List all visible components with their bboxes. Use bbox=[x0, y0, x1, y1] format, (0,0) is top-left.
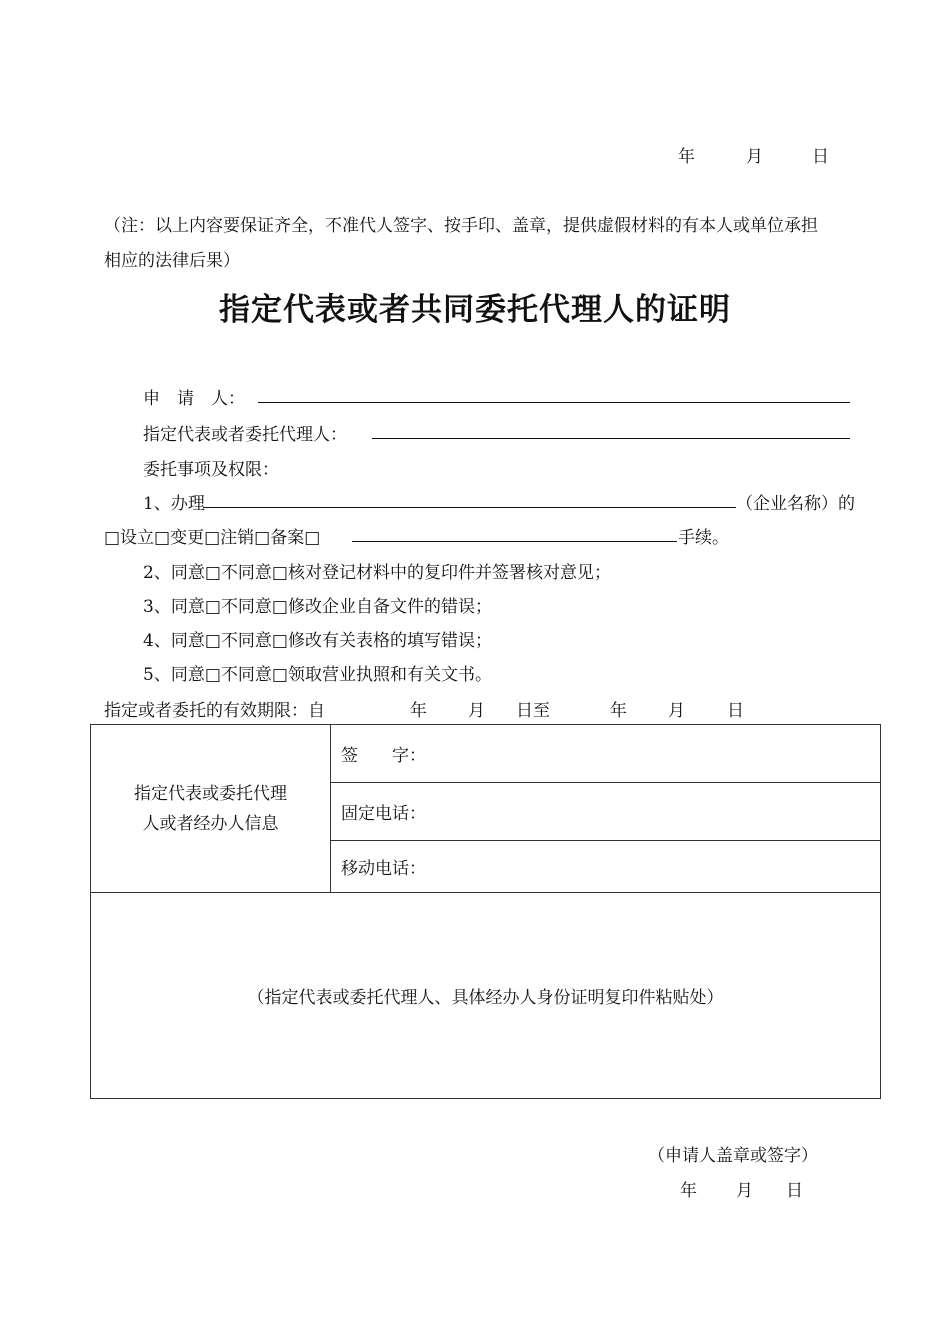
note-line-2: 相应的法律后果） bbox=[104, 251, 240, 271]
item5[interactable]: 5、同意□不同意□领取营业执照和有关文书。 bbox=[143, 665, 492, 685]
validity-month-2: 月 bbox=[668, 701, 685, 721]
validity-year-2: 年 bbox=[610, 701, 627, 721]
validity-day-1: 日至 bbox=[516, 701, 550, 721]
validity-month-1: 月 bbox=[468, 701, 485, 721]
top-date-month: 月 bbox=[746, 147, 763, 167]
item1-prefix: 1、办理 bbox=[143, 494, 205, 514]
agent-info-table bbox=[90, 724, 881, 1099]
item3[interactable]: 3、同意□不同意□修改企业自备文件的错误； bbox=[143, 597, 492, 617]
agent-info-line-1: 指定代表或委托代理 bbox=[134, 783, 287, 804]
paste-area-label: （指定代表或委托代理人、具体经办人身份证明复印件粘贴处） bbox=[247, 988, 724, 1008]
landline-label: 固定电话： bbox=[341, 804, 426, 824]
id-copy-paste-area bbox=[91, 893, 881, 1099]
validity-year-1: 年 bbox=[410, 701, 427, 721]
top-date-year: 年 bbox=[678, 147, 695, 167]
footer-date-day: 日 bbox=[786, 1181, 803, 1201]
applicant-input-line[interactable] bbox=[258, 402, 850, 403]
mobile-field[interactable] bbox=[331, 841, 881, 893]
item1-suffix: 手续。 bbox=[678, 528, 729, 548]
company-name-line[interactable] bbox=[203, 507, 736, 508]
agent-info-header bbox=[91, 725, 331, 893]
mobile-label: 移动电话： bbox=[341, 859, 426, 879]
footer-date-year: 年 bbox=[680, 1181, 697, 1201]
item1-other-line[interactable] bbox=[352, 541, 677, 542]
signature-field[interactable] bbox=[331, 725, 881, 783]
item1-company-suffix: （企业名称）的 bbox=[736, 494, 855, 514]
validity-day-2: 日 bbox=[727, 701, 744, 721]
top-date-day: 日 bbox=[812, 147, 829, 167]
note-line-1: （注：以上内容要保证齐全，不准代人签字、按手印、盖章，提供虚假材料的有本人或单位承担 bbox=[104, 216, 818, 236]
validity-label: 指定或者委托的有效期限：自 bbox=[104, 701, 325, 721]
applicant-label: 申 请 人： bbox=[143, 389, 245, 409]
landline-field[interactable] bbox=[331, 783, 881, 841]
item1-options[interactable]: □设立□变更□注销□备案□ bbox=[104, 528, 321, 548]
footer-date-month: 月 bbox=[736, 1181, 753, 1201]
agent-input-line[interactable] bbox=[372, 438, 850, 439]
item2[interactable]: 2、同意□不同意□核对登记材料中的复印件并签署核对意见； bbox=[143, 563, 611, 583]
seal-signature-label: （申请人盖章或签字） bbox=[648, 1146, 818, 1166]
agent-label: 指定代表或者委托代理人： bbox=[143, 425, 347, 445]
agent-info-line-2: 人或者经办人信息 bbox=[142, 813, 279, 834]
signature-label: 签 字： bbox=[341, 746, 426, 766]
item4[interactable]: 4、同意□不同意□修改有关表格的填写错误； bbox=[143, 631, 492, 651]
document-title: 指定代表或者共同委托代理人的证明 bbox=[219, 292, 731, 328]
scope-label: 委托事项及权限： bbox=[143, 460, 279, 480]
